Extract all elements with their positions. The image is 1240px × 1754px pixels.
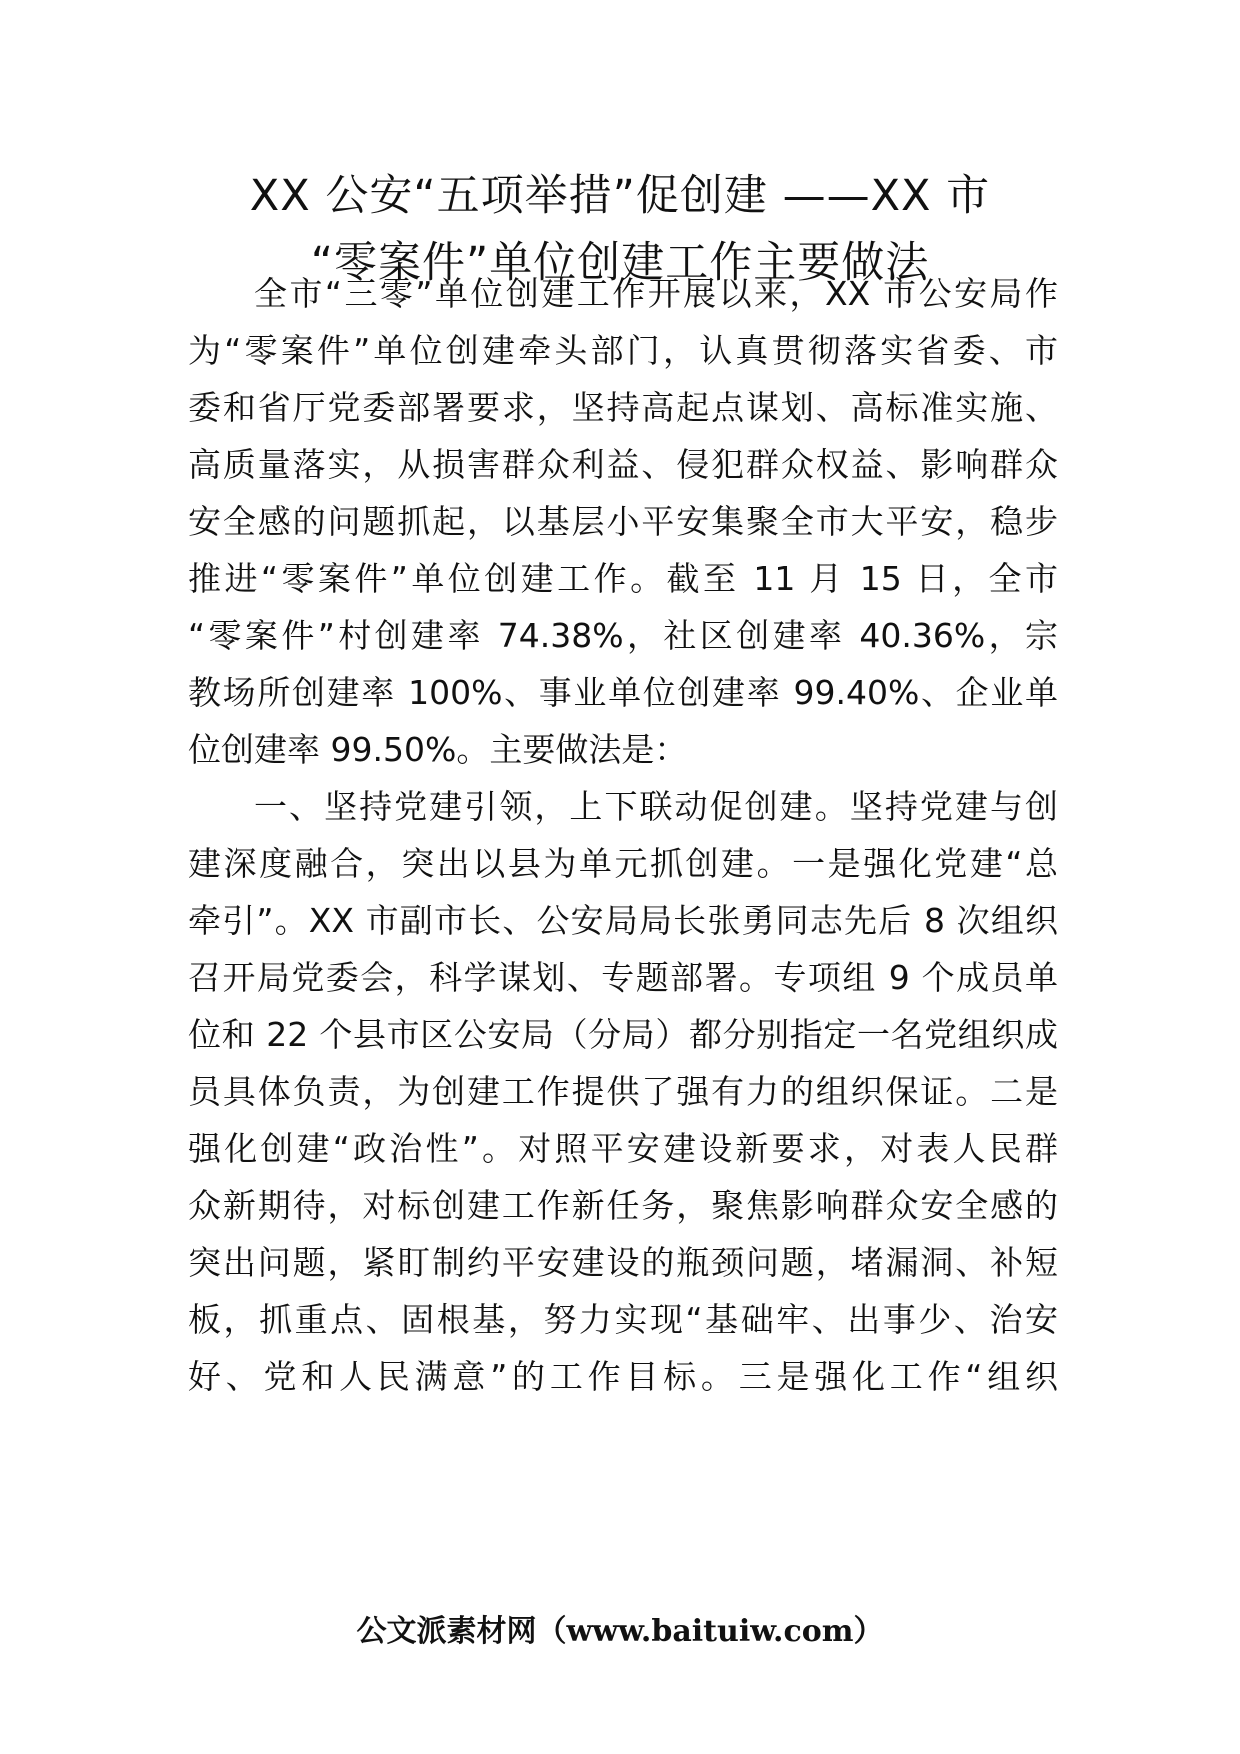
body-line-17: 众新期待，对标创建工作新任务，聚焦影响群众安全感的 xyxy=(188,1186,1058,1225)
body-line-10: 一、坚持党建引领，上下联动促创建。坚持党建与创 xyxy=(254,787,1058,826)
document-title-line-1: XX 公安“五项举措”促创建 ——XX 市 xyxy=(249,171,991,221)
footer-watermark: 公文派素材网（www.baituiw.com） xyxy=(356,1614,884,1649)
body-line-7: “零案件”村创建率 74.38%，社区创建率 40.36%，宗 xyxy=(188,616,1058,655)
document-title-line-2: “零案件”单位创建工作主要做法 xyxy=(310,238,930,288)
body-line-9: 位创建率 99.50%。主要做法是： xyxy=(188,730,688,769)
body-line-5: 安全感的问题抓起，以基层小平安集聚全市大平安，稳步 xyxy=(188,502,1058,541)
body-line-12: 牵引”。XX 市副市长、公安局局长张勇同志先后 8 次组织 xyxy=(188,901,1058,940)
body-line-20: 好、党和人民满意”的工作目标。三是强化工作“组织 xyxy=(188,1357,1058,1396)
body-line-19: 板，抓重点、固根基，努力实现“基础牢、出事少、治安 xyxy=(188,1300,1058,1339)
body-line-4: 高质量落实，从损害群众利益、侵犯群众权益、影响群众 xyxy=(188,445,1058,484)
body-line-3: 委和省厅党委部署要求，坚持高起点谋划、高标准实施、 xyxy=(188,388,1058,427)
body-line-15: 员具体负责，为创建工作提供了强有力的组织保证。二是 xyxy=(188,1072,1058,1111)
body-line-13: 召开局党委会，科学谋划、专题部署。专项组 9 个成员单 xyxy=(188,958,1058,997)
body-line-18: 突出问题，紧盯制约平安建设的瓶颈问题，堵漏洞、补短 xyxy=(188,1243,1058,1282)
body-line-2: 为“零案件”单位创建牵头部门，认真贯彻落实省委、市 xyxy=(188,331,1058,370)
body-line-8: 教场所创建率 100%、事业单位创建率 99.40%、企业单 xyxy=(188,673,1058,712)
body-line-16: 强化创建“政治性”。对照平安建设新要求，对表人民群 xyxy=(188,1129,1058,1168)
body-line-1: 全市“三零”单位创建工作开展以来，XX 市公安局作 xyxy=(254,274,1058,313)
body-line-6: 推进“零案件”单位创建工作。截至 11 月 15 日，全市 xyxy=(188,559,1058,598)
body-line-11: 建深度融合，突出以县为单元抓创建。一是强化党建“总 xyxy=(188,844,1058,883)
body-line-14: 位和 22 个县市区公安局（分局）都分别指定一名党组织成 xyxy=(188,1015,1058,1054)
